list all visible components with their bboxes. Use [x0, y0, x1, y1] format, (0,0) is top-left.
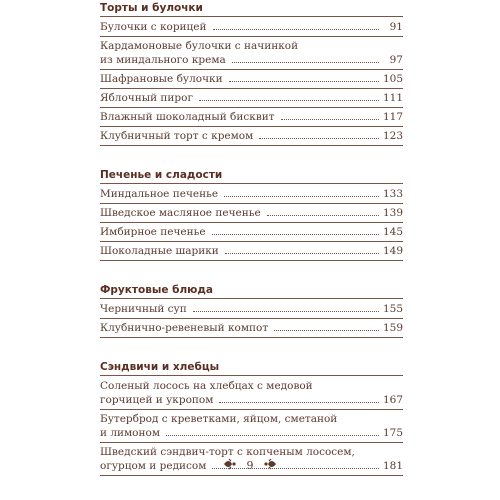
dot-leader [213, 28, 379, 30]
entry-title: Булочки с корицей [100, 21, 207, 33]
entry-line [100, 39, 403, 53]
toc-entry[interactable] [100, 18, 403, 37]
toc-entry[interactable] [100, 108, 403, 127]
entry-title: Клубнично-ревеневый компот [100, 322, 269, 334]
toc-entry[interactable] [100, 37, 403, 70]
entry-line [100, 321, 403, 335]
toc-entry[interactable] [100, 377, 403, 410]
entry-title: Кардамоновые булочки с начинкой [100, 40, 299, 52]
entry-page-number: 159 [382, 322, 403, 334]
entry-line [100, 72, 403, 86]
entry-line [100, 187, 403, 201]
entry-title: огурцом и редисом [100, 460, 207, 472]
entry-line [100, 445, 403, 459]
entry-page-number: 123 [382, 130, 403, 142]
entry-title: Влажный шоколадный бисквит [100, 111, 275, 123]
entry-title: Яблочный пирог [100, 92, 193, 104]
section-heading: Сэндвичи и хлебцы [100, 361, 220, 373]
section-rule [100, 375, 403, 376]
entry-title: горчицей и укропом [100, 394, 214, 406]
entry-page-number: 91 [389, 21, 403, 33]
section-rule [100, 16, 403, 17]
dot-leader [232, 61, 379, 63]
entry-page-number: 133 [382, 188, 403, 200]
dot-leader [225, 252, 379, 254]
entry-line [100, 225, 403, 239]
section-heading: Печенье и сладости [100, 169, 223, 181]
entry-page-number: 175 [382, 427, 403, 439]
dot-leader [267, 214, 379, 216]
entry-page-number: 117 [382, 111, 403, 123]
ornament-left-icon [223, 458, 237, 473]
toc-entry[interactable] [100, 70, 403, 89]
entry-title: Миндальное печенье [100, 188, 219, 200]
section-rule [100, 298, 403, 299]
entry-page-number: 97 [389, 54, 403, 66]
entry-page-number: 167 [382, 394, 403, 406]
entry-page-number: 139 [382, 207, 403, 219]
entry-line [100, 393, 403, 407]
dot-leader [259, 137, 379, 139]
dot-leader [193, 310, 379, 312]
entry-line [100, 53, 403, 67]
dot-leader [281, 118, 379, 120]
dot-leader [212, 233, 379, 235]
section-heading: Фруктовые блюда [100, 284, 213, 296]
entry-title: Шафрановые булочки [100, 73, 223, 85]
entry-title: Клубничный торт с кремом [100, 130, 254, 142]
entry-title: Шоколадные шарики [100, 245, 219, 257]
dot-leader [199, 99, 379, 101]
dot-leader [274, 329, 379, 331]
entry-page-number: 149 [382, 245, 403, 257]
toc-entry[interactable] [100, 204, 403, 223]
toc-section [100, 0, 403, 146]
entry-line [100, 302, 403, 316]
entry-title: Шведское масляное печенье [100, 207, 261, 219]
entry-title: из миндального крема [100, 54, 226, 66]
dot-leader [224, 195, 379, 197]
entry-title: Черничный суп [100, 303, 187, 315]
entry-line [100, 129, 403, 143]
toc-entry[interactable] [100, 127, 403, 146]
entry-line [100, 426, 403, 440]
entry-page-number: 111 [382, 92, 403, 104]
entry-line [100, 379, 403, 393]
section-rule [100, 183, 403, 184]
toc-entry[interactable] [100, 185, 403, 204]
page-footer [0, 458, 500, 473]
toc-entry[interactable] [100, 242, 403, 261]
dot-leader [166, 434, 379, 436]
dot-leader [219, 401, 379, 403]
toc-entry[interactable] [100, 300, 403, 319]
entry-title: Шведский сэндвич-торт с копченым лососем, [100, 446, 355, 458]
toc-entry[interactable] [100, 319, 403, 338]
entry-page-number: 105 [382, 73, 403, 85]
entry-line [100, 412, 403, 426]
entry-line [100, 110, 403, 124]
entry-page-number: 145 [382, 226, 403, 238]
entry-title: и лимоном [100, 427, 160, 439]
entry-line [100, 244, 403, 258]
entry-page-number: 181 [382, 460, 403, 472]
entry-line [100, 91, 403, 105]
entry-title: Имбирное печенье [100, 226, 206, 238]
toc-section [100, 281, 403, 338]
entry-title: Бутерброд с креветками, яйцом, сметаной [100, 413, 338, 425]
toc-section [100, 166, 403, 261]
entry-line [100, 206, 403, 220]
entry-title: Соленый лосось на хлебцах с медовой [100, 380, 313, 392]
page-number: 9 [246, 459, 254, 472]
entry-line [100, 20, 403, 34]
toc-entry[interactable] [100, 410, 403, 443]
toc-entry[interactable] [100, 89, 403, 108]
entry-page-number: 155 [382, 303, 403, 315]
dot-leader [229, 80, 379, 82]
section-heading: Торты и булочки [100, 2, 203, 14]
ornament-right-icon [263, 458, 277, 473]
table-of-contents [100, 0, 403, 496]
toc-entry[interactable] [100, 223, 403, 242]
